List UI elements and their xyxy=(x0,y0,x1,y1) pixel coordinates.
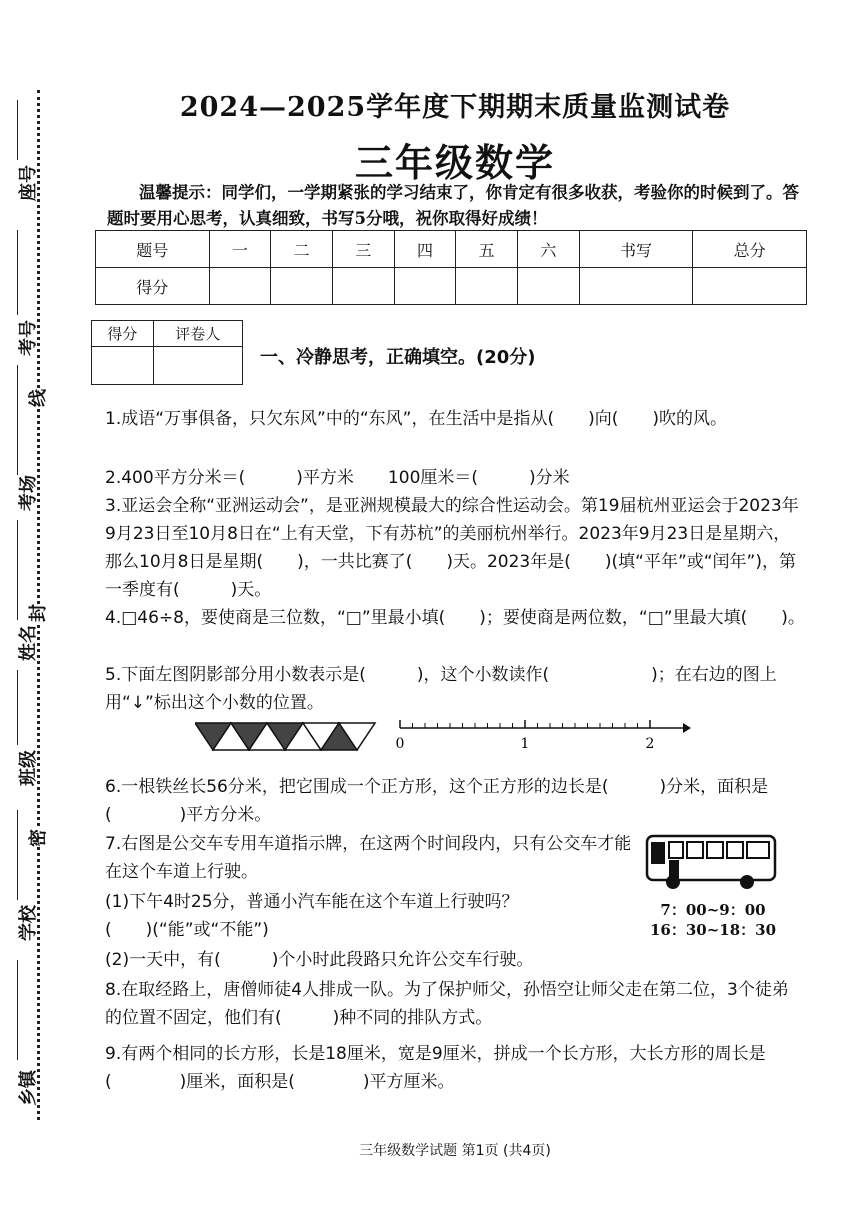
page-footer: 三年级数学试题 第1页 (共4页) xyxy=(359,1143,551,1159)
score-header-cell: 三 xyxy=(332,231,394,268)
section-heading: 一、冷静思考，正确填空。(20分) xyxy=(260,347,536,368)
question-7: 7.右图是公交车专用车道指示牌，在这两个时间段内，只有公交车才能在这个车道上行驶。 xyxy=(105,834,632,882)
score-header-cell: 四 xyxy=(394,231,456,268)
score-header-cell: 五 xyxy=(456,231,518,268)
score-cell[interactable] xyxy=(579,268,693,305)
question-2: 2.400平方分米＝( )平方米 100厘米＝( )分米 xyxy=(105,468,570,488)
question-7-part-2: (2)一天中，有( )个小时此段路只允许公交车行驶。 xyxy=(105,950,534,970)
warm-tip: 温馨提示：同学们，一学期紧张的学习结束了，你肯定有很多收获，考验你的时候到了。答题时要用心思考，认真细致，书写5分哦，祝你取得好成绩！ xyxy=(107,183,799,228)
grader-score-header: 得分 xyxy=(92,321,154,347)
question-5-figures xyxy=(195,718,695,768)
school-label: 学校 xyxy=(18,905,39,941)
name-label: 姓名 xyxy=(18,625,39,661)
score-header-cell: 书写 xyxy=(579,231,693,268)
question-5: 5.下面左图阴影部分用小数表示是( )，这个小数读作( )；在右边的图上用“↓”标出这个小数的位置。 xyxy=(105,665,777,713)
score-header-cell: 总分 xyxy=(693,231,807,268)
grader-table xyxy=(91,320,243,385)
exam-subtitle: 三年级数学 xyxy=(354,141,555,185)
score-header-cell: 六 xyxy=(518,231,580,268)
bind-mark-line: 线 xyxy=(24,389,50,407)
question-1: 1.成语“万事俱备，只欠东风”中的“东风”，在生活中是指从( )向( )吹的风。 xyxy=(105,409,727,429)
number-line[interactable] xyxy=(400,720,691,733)
bus-lane-hours xyxy=(643,900,783,940)
bus-icon xyxy=(643,830,783,892)
score-table xyxy=(95,230,807,305)
bind-mark-seal: 封 xyxy=(24,604,50,622)
number-line-label-1: 1 xyxy=(520,736,530,752)
score-header-cell: 一 xyxy=(209,231,271,268)
grader-score-cell[interactable] xyxy=(92,347,154,385)
question-8: 8.在取经路上，唐僧师徒4人排成一队。为了保护师父，孙悟空让师父走在第二位，3个徒弟的位置不固定，他们有( )种不同的排队方式。 xyxy=(105,980,789,1028)
question-9: 9.有两个相同的长方形，长是18厘米，宽是9厘米，拼成一个长方形，大长方形的周长是( )厘米，面积是( )平方厘米。 xyxy=(105,1044,766,1092)
bind-mark-secret: 密 xyxy=(24,829,50,847)
binding-margin xyxy=(0,90,60,1120)
seat-number-label: 座号 xyxy=(18,165,39,201)
question-4: 4.□46÷8，要使商是三位数，“□”里最小填( )；要使商是两位数，“□”里最大填( )。 xyxy=(105,608,805,628)
class-label: 班级 xyxy=(18,750,39,786)
shaded-triangle-strip xyxy=(195,723,375,750)
bus-sign xyxy=(643,830,783,896)
bus-time-evening: 16：30~18：30 xyxy=(649,921,777,939)
grader-name-header: 评卷人 xyxy=(153,321,242,347)
bus-time-morning: 7：00~9：00 xyxy=(660,901,766,919)
score-cell[interactable] xyxy=(332,268,394,305)
score-cell[interactable] xyxy=(271,268,333,305)
score-header-cell: 二 xyxy=(271,231,333,268)
number-line-label-0: 0 xyxy=(395,736,405,752)
number-line-label-2: 2 xyxy=(645,736,655,752)
question-7-part-1: (1)下午4时25分，普通小汽车能在这个车道上行驶吗？ xyxy=(105,892,519,912)
question-6: 6.一根铁丝长56分米，把它围成一个正方形，这个正方形的边长是( )分米，面积是( )平方分米。 xyxy=(105,777,769,825)
grader-name-cell[interactable] xyxy=(153,347,242,385)
exam-room-label: 考场 xyxy=(18,475,39,511)
score-cell[interactable] xyxy=(693,268,807,305)
township-label: 乡镇 xyxy=(18,1070,39,1106)
score-cell[interactable] xyxy=(394,268,456,305)
question-3: 3.亚运会全称“亚洲运动会”，是亚洲规模最大的综合性运动会。第19届杭州亚运会于2023年9月23日至10月8日在“上有天堂，下有苏杭”的美丽杭州举行。2023年9月23日是星期六，那么10月8日是星期( )，一共比赛了( )天。2023年是( )(填“平年”或“闰年”)，第一季度有( )天。 xyxy=(105,496,799,600)
score-cell[interactable] xyxy=(518,268,580,305)
score-cell[interactable] xyxy=(209,268,271,305)
question-7-part-1-answer: ( )(“能”或“不能”) xyxy=(105,920,269,940)
score-cell[interactable] xyxy=(456,268,518,305)
exam-number-label: 考号 xyxy=(18,320,39,356)
exam-title: 2024—2025学年度下期期末质量监测试卷 xyxy=(179,92,731,123)
score-header-cell: 题号 xyxy=(96,231,210,268)
score-row-label: 得分 xyxy=(96,268,210,305)
triangle-and-number-line xyxy=(195,718,695,768)
